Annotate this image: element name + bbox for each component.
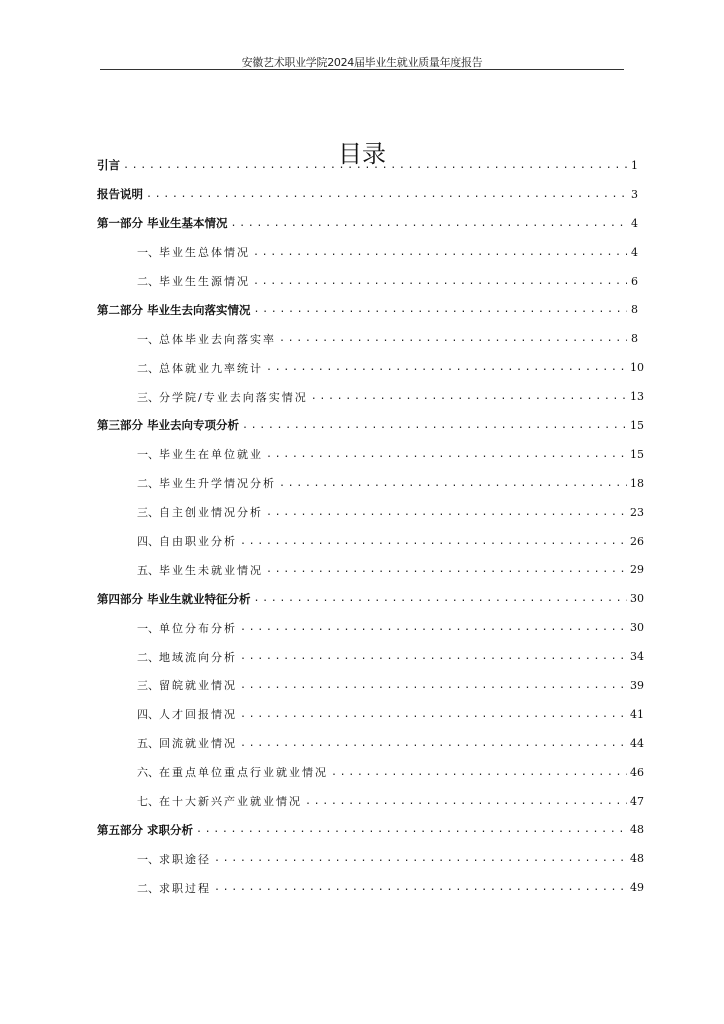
toc-entry[interactable]	[137, 671, 644, 700]
toc-entry[interactable]	[97, 151, 638, 180]
toc-title: 目录	[338, 140, 386, 169]
toc-entry[interactable]	[137, 555, 644, 584]
toc-entry[interactable]	[137, 642, 644, 671]
running-header: 安徽艺术职业学院2024届毕业生就业质量年度报告	[241, 56, 483, 69]
toc-entry-number: 一、	[137, 246, 159, 260]
toc-entry-text: 报告说明	[97, 187, 143, 202]
toc-entry[interactable]	[137, 729, 644, 758]
toc-dot-leader	[254, 593, 627, 604]
toc-entry[interactable]	[97, 815, 644, 844]
toc-page-number: 18	[630, 476, 644, 490]
toc-page-number: 4	[631, 216, 638, 230]
toc-dot-leader	[266, 362, 627, 373]
table-of-contents	[0, 151, 724, 902]
toc-entry-text: 在十大新兴产业就业情况	[159, 795, 302, 809]
toc-entry-number: 一、	[137, 332, 159, 346]
toc-entry-number: 三、	[137, 679, 159, 693]
toc-page-number: 48	[630, 852, 644, 866]
toc-page-number: 46	[630, 765, 644, 779]
toc-entry-number: 三、	[137, 506, 159, 520]
toc-entry[interactable]	[137, 440, 644, 469]
toc-entry[interactable]	[137, 873, 644, 902]
toc-entry-number: 二、	[137, 477, 159, 491]
toc-entry[interactable]	[97, 209, 638, 238]
toc-page-number: 8	[631, 303, 638, 317]
toc-page-number: 26	[630, 534, 644, 548]
toc-entry[interactable]	[137, 700, 644, 729]
toc-entry[interactable]	[97, 584, 644, 613]
toc-dot-leader	[146, 189, 627, 200]
toc-entry-text: 回流就业情况	[159, 737, 237, 751]
toc-entry-text: 总体就业九率统计	[159, 361, 263, 375]
toc-entry-number: 四、	[137, 535, 159, 549]
toc-entry-text: 求职过程	[159, 881, 211, 895]
toc-entry[interactable]	[137, 498, 644, 527]
toc-dot-leader	[214, 853, 627, 864]
toc-entry-text: 第四部分 毕业生就业特征分析	[97, 591, 251, 606]
toc-entry[interactable]	[97, 295, 638, 324]
toc-entry-number: 一、	[137, 852, 159, 866]
toc-entry-number: 二、	[137, 881, 159, 895]
toc-page-number: 29	[630, 563, 644, 577]
toc-dot-leader	[305, 796, 627, 807]
toc-entry-text: 求职途径	[159, 852, 211, 866]
toc-entry-text: 第五部分 求职分析	[97, 822, 194, 837]
toc-dot-leader	[242, 420, 627, 431]
toc-dot-leader	[240, 651, 627, 662]
toc-entry-text: 第三部分 毕业去向专项分析	[97, 418, 240, 433]
toc-entry-number: 五、	[137, 563, 159, 577]
toc-dot-leader	[266, 449, 627, 460]
toc-entry[interactable]	[97, 180, 638, 209]
toc-page-number: 48	[630, 823, 644, 837]
toc-entry-text: 毕业生未就业情况	[159, 563, 263, 577]
toc-page-number: 44	[630, 736, 644, 750]
toc-entry-text: 地域流向分析	[159, 650, 237, 664]
toc-dot-leader	[279, 478, 627, 489]
toc-page-number: 47	[630, 794, 644, 808]
toc-entry-text: 引言	[97, 158, 120, 173]
toc-entry[interactable]	[97, 411, 644, 440]
toc-entry-text: 第二部分 毕业生去向落实情况	[97, 302, 251, 317]
toc-dot-leader	[253, 247, 627, 258]
toc-entry-text: 人才回报情况	[159, 708, 237, 722]
toc-entry[interactable]	[137, 613, 644, 642]
toc-entry[interactable]	[137, 527, 644, 556]
toc-entry[interactable]	[137, 382, 644, 411]
toc-page-number: 15	[630, 447, 644, 461]
toc-entry-text: 毕业生总体情况	[159, 246, 250, 260]
toc-entry-text: 分学院/专业去向落实情况	[159, 390, 308, 404]
toc-dot-leader	[254, 304, 627, 315]
toc-entry[interactable]	[137, 238, 638, 267]
toc-entry-number: 七、	[137, 795, 159, 809]
toc-dot-leader	[196, 824, 627, 835]
toc-page-number: 1	[631, 158, 638, 172]
toc-dot-leader	[240, 622, 627, 633]
toc-page-number: 30	[630, 621, 644, 635]
toc-dot-leader	[266, 507, 627, 518]
toc-entry-text: 在重点单位重点行业就业情况	[159, 766, 328, 780]
toc-entry[interactable]	[137, 267, 638, 296]
toc-entry-number: 五、	[137, 737, 159, 751]
toc-entry-text: 第一部分 毕业生基本情况	[97, 216, 228, 231]
toc-entry-number: 六、	[137, 766, 159, 780]
toc-entry-text: 单位分布分析	[159, 621, 237, 635]
toc-page-number: 3	[631, 187, 638, 201]
toc-entry[interactable]	[137, 787, 644, 816]
toc-page-number: 34	[630, 650, 644, 664]
toc-page-number: 23	[630, 505, 644, 519]
toc-dot-leader	[231, 218, 627, 229]
toc-entry[interactable]	[137, 324, 638, 353]
toc-dot-leader	[266, 564, 627, 575]
toc-entry-text: 毕业生生源情况	[159, 275, 250, 288]
toc-page-number: 39	[630, 678, 644, 692]
toc-dot-leader	[214, 882, 627, 893]
toc-page-number: 41	[630, 707, 644, 721]
toc-entry-number: 一、	[137, 448, 159, 462]
header-rule	[100, 69, 624, 70]
toc-page-number: 6	[631, 274, 638, 288]
toc-entry-number: 二、	[137, 361, 159, 375]
toc-dot-leader	[240, 709, 627, 720]
toc-entry-number: 二、	[137, 275, 159, 288]
toc-dot-leader	[311, 391, 627, 402]
toc-page-number: 13	[630, 390, 644, 404]
toc-dot-leader	[253, 276, 627, 287]
toc-dot-leader	[331, 767, 627, 778]
toc-entry[interactable]	[137, 844, 644, 873]
toc-entry[interactable]	[137, 758, 644, 787]
toc-entry-number: 四、	[137, 708, 159, 722]
toc-dot-leader	[279, 333, 627, 344]
toc-entry-text: 留皖就业情况	[159, 679, 237, 693]
toc-entry[interactable]	[137, 469, 644, 498]
toc-entry-text: 总体毕业去向落实率	[159, 332, 276, 346]
toc-entry-text: 毕业生升学情况分析	[159, 477, 276, 491]
toc-dot-leader	[123, 160, 627, 171]
toc-entry-text: 毕业生在单位就业	[159, 448, 263, 462]
toc-dot-leader	[240, 536, 627, 547]
toc-dot-leader	[240, 738, 627, 749]
toc-page-number: 30	[630, 592, 644, 606]
toc-entry-text: 自主创业情况分析	[159, 506, 263, 520]
toc-page-number: 49	[630, 881, 644, 895]
toc-entry-number: 二、	[137, 650, 159, 664]
toc-page-number: 10	[630, 361, 644, 375]
toc-page-number: 8	[631, 332, 638, 346]
toc-dot-leader	[240, 680, 627, 691]
toc-page-number: 15	[630, 418, 644, 432]
toc-entry[interactable]	[137, 353, 644, 382]
toc-entry-number: 三、	[137, 390, 159, 404]
toc-entry-number: 一、	[137, 621, 159, 635]
toc-entry-text: 自由职业分析	[159, 535, 237, 549]
toc-page-number: 4	[631, 245, 638, 259]
